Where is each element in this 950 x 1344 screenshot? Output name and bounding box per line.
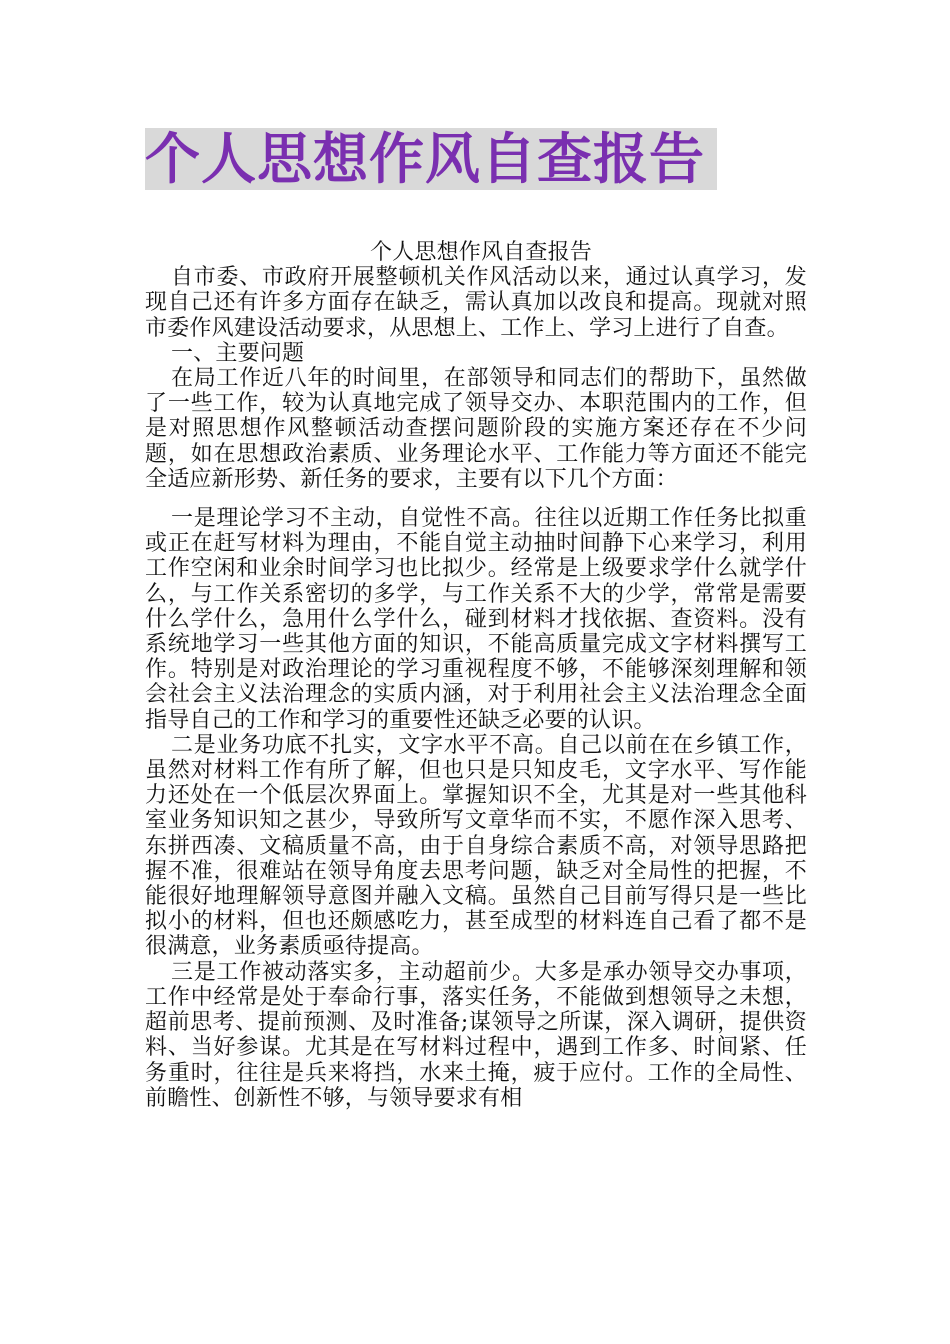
paragraph-intro: 自市委、市政府开展整顿机关作风活动以来，通过认真学习，发现自己还有许多方面存在缺乏，需认真加以改良和提高。现就对照市委作风建设活动要求，从思想上、工作上、学习上进行了自查。: [145, 265, 807, 341]
paragraph-overview: 在局工作近八年的时间里，在部领导和同志们的帮助下，虽然做了一些工作，较为认真地完成了领导交办、本职范围内的工作，但是对照思想作风整顿活动查摆问题阶段的实施方案还存在不少问题，如在思想政治素质、业务理论水平、工作能力等方面还不能完全适应新形势、新任务的要求，主要有以下几个方面：: [145, 366, 807, 492]
section-heading-main-problems: 一、主要问题: [171, 340, 305, 366]
paragraph-point-one: 一是理论学习不主动，自觉性不高。往往以近期工作任务比拟重或正在赶写材料为理由，不能自觉主动抽时间静下心来学习，利用工作空闲和业余时间学习也比拟少。经常是上级要求学什么就学什么，与工作关系密切的多学，与工作关系不大的少学，常常是需要什么学什么，急用什么学什么，碰到材料才找依据、查资料。没有系统地学习一些其他方面的知识，不能高质量完成文字材料撰写工作。特别是对政治理论的学习重视程度不够，不能够深刻理解和领会社会主义法治理念的实质内涵，对于利用社会主义法治理念全面指导自己的工作和学习的重要性还缺乏必要的认识。: [145, 506, 807, 733]
paragraph-point-three: 三是工作被动落实多，主动超前少。大多是承办领导交办事项，工作中经常是处于奉命行事，落实任务，不能做到想领导之未想，超前思考、提前预测、及时准备;谋领导之所谋，深入调研，提供资料、当好参谋。尤其是在写材料过程中，遇到工作多、时间紧、任务重时，往往是兵来将挡，水来土掩，疲于应付。工作的全局性、前瞻性、创新性不够，与领导要求有相: [145, 959, 807, 1111]
document-title: 个人思想作风自查报告: [145, 128, 717, 190]
document-subtitle: 个人思想作风自查报告: [369, 240, 592, 265]
paragraph-point-two: 二是业务功底不扎实，文字水平不高。自己以前在在乡镇工作，虽然对材料工作有所了解，但也只是只知皮毛，文字水平、写作能力还处在一个低层次界面上。掌握知识不全，尤其是对一些其他科室业务知识知之甚少，导致所写文章华而不实，不愿作深入思考、东拼西凑、文稿质量不高，由于自身综合素质不高，对领导思路把握不准，很难站在领导角度去思考问题，缺乏对全局性的把握，不能很好地理解领导意图并融入文稿。虽然自己目前写得只是一些比拟小的材料，但也还颇感吃力，甚至成型的材料连自己看了都不是很满意，业务素质亟待提高。: [145, 732, 807, 960]
document-body: [145, 240, 807, 1111]
